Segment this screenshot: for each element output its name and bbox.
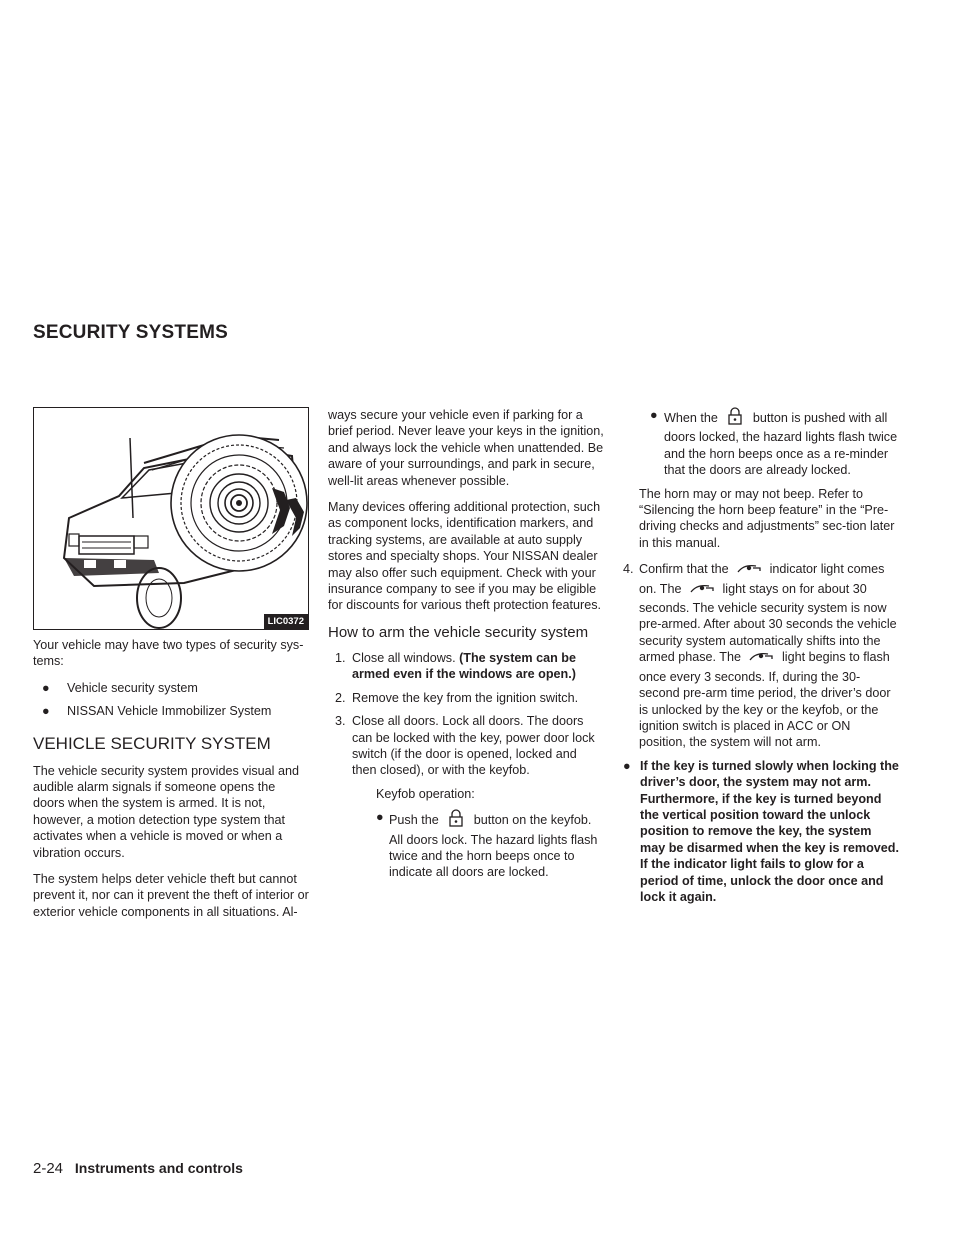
page-number: 2-24 bbox=[33, 1160, 64, 1177]
bullet-icon: ● bbox=[42, 704, 50, 719]
page-footer bbox=[33, 1160, 243, 1177]
security-indicator-icon bbox=[748, 650, 774, 668]
vehicle-security-illustration bbox=[33, 407, 309, 630]
bullet-icon: ● bbox=[650, 408, 658, 422]
lock-icon bbox=[725, 407, 745, 429]
step-text: Close all windows. bbox=[352, 650, 456, 665]
step-item bbox=[623, 561, 899, 750]
lock-icon bbox=[446, 809, 466, 831]
step-text: Remove the key from the ignition switch. bbox=[352, 690, 579, 705]
security-indicator-icon bbox=[736, 562, 762, 580]
subsection-heading: How to arm the vehicle security system bbox=[328, 623, 589, 641]
section-heading: VEHICLE SECURITY SYSTEM bbox=[33, 733, 271, 753]
step-text: Close all doors. Lock all doors. The doors can be locked with the key, power door lock switch (if the door is opened, locked and then closed), or with the keyfob. bbox=[352, 714, 595, 778]
figure-label: LIC0372 bbox=[264, 614, 308, 629]
section-title: SECURITY SYSTEMS bbox=[33, 322, 228, 343]
vehicle-illustration bbox=[34, 408, 309, 630]
column-1 bbox=[33, 407, 309, 930]
list-item bbox=[33, 680, 309, 696]
step-number: 2. bbox=[335, 690, 346, 705]
text-part: light stays on for about 30 seconds. The vehicle security system is now pre-armed. After about 30 seconds the vehicle security system automatically shifts into the armed phase. The bbox=[639, 581, 897, 665]
step-item bbox=[328, 713, 604, 779]
intro-text: Your vehicle may have two types of security sys-tems: bbox=[33, 638, 304, 669]
text-part: Push the bbox=[389, 813, 439, 828]
step-number: 1. bbox=[335, 650, 346, 665]
text-part: light begins to flash once every 3 seconds. If, during the 30-second pre-arm time period, the driver’s door is unlocked by the key or the keyfob, or the ignition switch is placed in ACC or ON position, the system will not arm. bbox=[639, 650, 891, 750]
paragraph: Many devices offering additional protection, such as component locks, identification markers, and tracking systems, are available at auto supply stores and specialty shops. Your NISSAN dealer may also offer such equipment. Check with your insurance company to see if you may be eligible for discounts for various theft protection features. bbox=[328, 500, 602, 613]
list-item bbox=[33, 703, 309, 719]
text-part: button is pushed with all doors locked, the hazard lights flash twice and the horn beeps once as a re-minder that the doors are already locked. bbox=[664, 411, 898, 478]
warning-text: If the key is turned slowly when locking the driver’s door, the system may not arm. Furthermore, if the key is turned beyond the vertical position toward the unlock position to remove the key, the system may be disarmed when the key is removed. If the indicator light fails to glow for a period of time, unlock the door once and lock it again. bbox=[640, 758, 899, 904]
step-number: 3. bbox=[335, 714, 346, 729]
text-part: button on the keyfob. All doors lock. The hazard lights flash twice and the horn beeps once to indicate all doors are locked. bbox=[389, 813, 598, 880]
text-part: Confirm that the bbox=[639, 562, 729, 577]
paragraph: The system helps deter vehicle theft but cannot prevent it, nor can it prevent the theft of interior or exterior vehicle components in all situations. Al- bbox=[33, 872, 309, 919]
horn-note: The horn may or may not beep. Refer to “Silencing the horn beep feature” in the “Pre-driving checks and adjustments” sec-tion later in this manual. bbox=[639, 486, 895, 550]
paragraph: ways secure your vehicle even if parking for a brief period. Never leave your keys in the ignition, and always lock the vehicle when unattended. Be aware of your surroundings, and park in secure, well-lit areas whenever possible. bbox=[328, 408, 604, 488]
warning-item bbox=[623, 758, 899, 906]
list-item bbox=[328, 809, 604, 881]
bullet-text: Vehicle security system bbox=[67, 680, 198, 695]
bullet-icon: ● bbox=[376, 810, 384, 825]
step-item bbox=[328, 650, 604, 683]
text-part: indicator light comes on. The bbox=[639, 562, 885, 596]
step-item bbox=[328, 690, 604, 706]
list-item bbox=[623, 407, 899, 479]
column-2 bbox=[328, 407, 604, 888]
security-indicator-icon bbox=[689, 582, 715, 600]
bullet-text: NISSAN Vehicle Immobilizer System bbox=[67, 704, 272, 719]
column-3 bbox=[623, 407, 899, 912]
keyfob-label: Keyfob operation: bbox=[376, 786, 475, 801]
step-note: (The system can be armed even if the windows are open.) bbox=[352, 650, 576, 682]
bullet-icon: ● bbox=[42, 680, 50, 695]
chapter-title: Instruments and controls bbox=[74, 1160, 243, 1176]
paragraph: The vehicle security system provides visual and audible alarm signals if someone opens the doors when the system is armed. It is not, however, a motion detection type system that activates when a vehicle is moved or when a vibration occurs. bbox=[33, 763, 299, 860]
bullet-icon: ● bbox=[623, 758, 631, 773]
step-number: 4. bbox=[623, 562, 634, 577]
text-part: When the bbox=[664, 411, 718, 425]
